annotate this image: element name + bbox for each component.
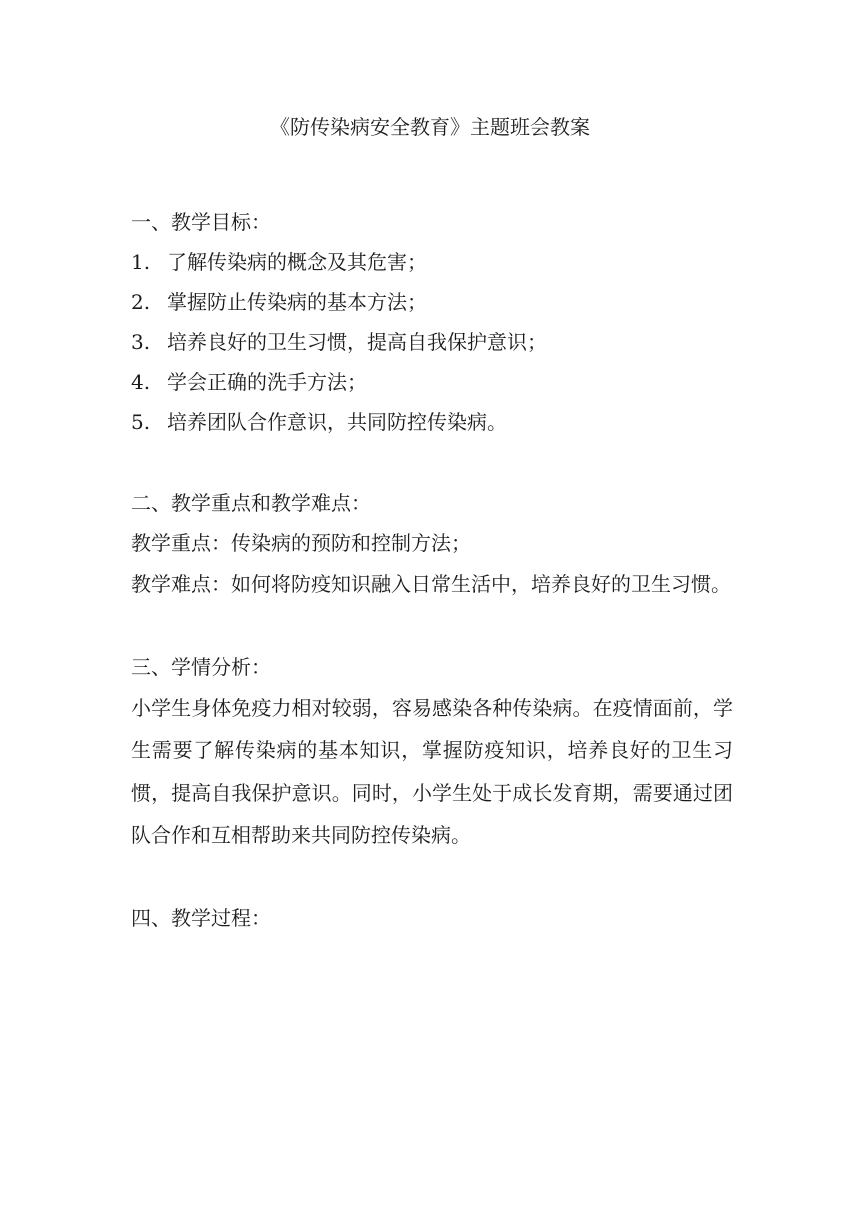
list-item-text: 培养良好的卫生习惯，提高自我保护意识；: [167, 330, 547, 354]
list-item-text: 了解传染病的概念及其危害；: [167, 250, 427, 274]
key-point-text: 教学重点：传染病的预防和控制方法；: [131, 531, 471, 555]
list-item-text: 掌握防止传染病的基本方法；: [167, 290, 427, 314]
list-item-number: 4.: [131, 370, 151, 394]
section-heading-student-analysis: 三、学情分析：: [131, 654, 271, 679]
list-item: [131, 322, 733, 362]
list-item-text: 培养团队合作意识，共同防控传染病。: [167, 410, 507, 434]
student-analysis-paragraph: 小学生身体免疫力相对较弱，容易感染各种传染病。在疫情面前，学生需要了解传染病的基本知识，掌握防疫知识，培养良好的卫生习惯，提高自我保护意识。同时，小学生处于成长发育期，需要通过团队合作和互相帮助来共同防控传染病。: [131, 695, 733, 847]
list-item: [131, 282, 733, 322]
section-heading-key-points: 二、教学重点和教学难点：: [131, 491, 371, 515]
difficulty-text: 教学难点：如何将防疫知识融入日常生活中，培养良好的卫生习惯。: [131, 572, 731, 596]
section-spacer: [131, 857, 733, 898]
list-item-text: 学会正确的洗手方法；: [167, 370, 367, 394]
list-item: [131, 242, 733, 282]
section-spacer: [131, 442, 733, 483]
list-item: [131, 362, 733, 402]
list-item-number: 5.: [131, 410, 151, 434]
list-item-number: 1.: [131, 250, 151, 274]
section-heading-teaching-process: 四、教学过程：: [131, 905, 271, 930]
list-item: [131, 402, 733, 442]
list-item-number: 3.: [131, 330, 151, 354]
section-heading-objectives: 一、教学目标：: [131, 210, 271, 234]
list-item-number: 2.: [131, 290, 151, 314]
section-spacer: [131, 606, 733, 647]
document-body: [131, 202, 733, 938]
document-title: 《防传染病安全教育》主题班会教案: [270, 115, 590, 139]
